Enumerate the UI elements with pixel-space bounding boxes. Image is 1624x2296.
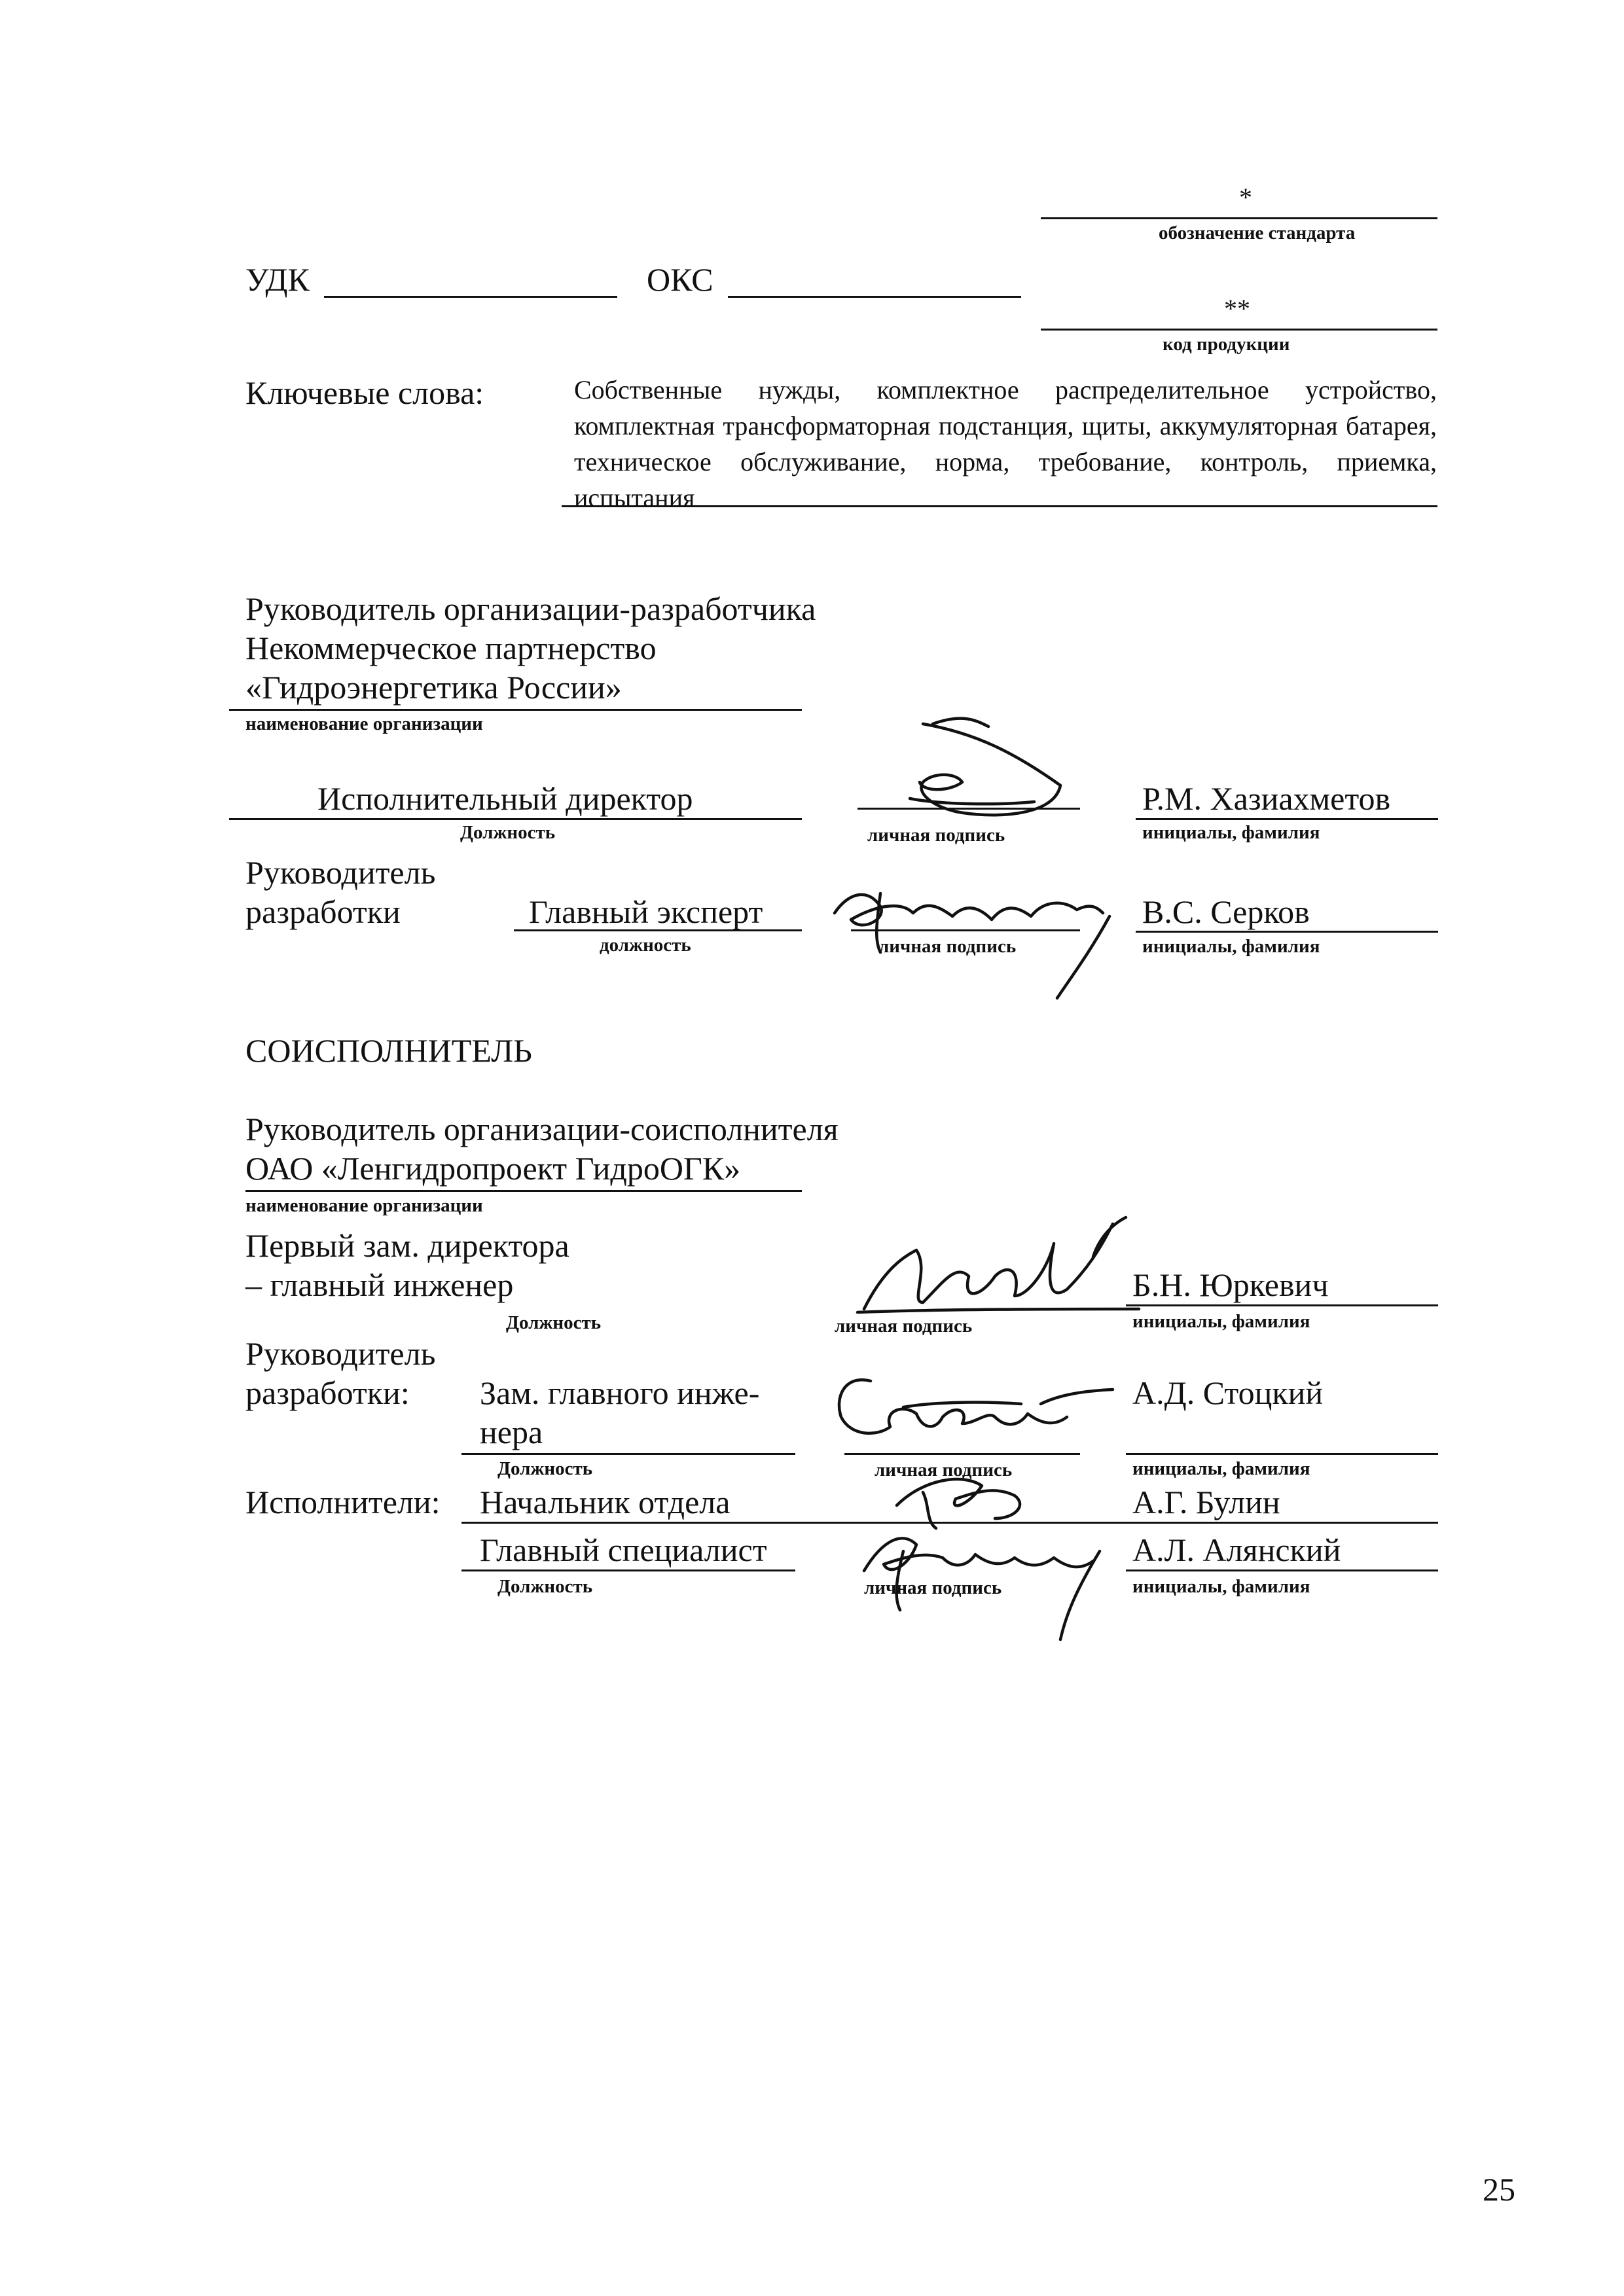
developer-lead-label-2: разработки [245, 893, 401, 930]
coexecutor-position2-line [461, 1453, 795, 1455]
page-number: 25 [1483, 2171, 1515, 2208]
executor2-name-caption: инициалы, фамилия [1132, 1576, 1310, 1597]
developer-name1: Р.М. Хазиахметов [1142, 780, 1391, 817]
executors-label: Исполнители: [245, 1484, 441, 1520]
developer-lead-label-1: Руководитель [245, 854, 436, 891]
coexecutor-lead-label-2: разработки: [245, 1374, 410, 1411]
developer-org-caption: наименование организации [245, 713, 483, 734]
standard-designation-star: * [1239, 183, 1252, 212]
standard-designation-caption: обозначение стандарта [1159, 223, 1356, 243]
executor2-position-caption: Должность [497, 1576, 593, 1597]
coexecutor-org-name: ОАО «Ленгидропроект ГидроОГК» [245, 1150, 741, 1187]
coexecutor-lead-label-1: Руководитель [245, 1335, 436, 1372]
developer-head-label: Руководитель организации-разработчика [245, 590, 816, 627]
coexecutor-name2: А.Д. Стоцкий [1132, 1374, 1324, 1411]
developer-position1-caption: Должность [460, 822, 556, 843]
developer-signature2-caption: личная подпись [878, 936, 1017, 957]
developer-position2-line [514, 929, 802, 931]
coexecutor-position1-caption: Должность [506, 1312, 602, 1333]
signature-yurkevich [851, 1211, 1165, 1322]
developer-org-underline [229, 709, 802, 711]
developer-position1: Исполнительный директор [317, 780, 693, 817]
coexecutor-position2-line2: нера [480, 1414, 543, 1450]
coexecutor-org-underline [245, 1190, 802, 1192]
signature-stotsky [825, 1365, 1119, 1456]
developer-signature1-line [857, 808, 1080, 810]
standard-designation-line [1041, 217, 1437, 219]
keywords-label: Ключевые слова: [245, 374, 484, 411]
executor2-position: Главный специалист [480, 1532, 767, 1568]
executor2-position-line [461, 1570, 795, 1571]
coexecutor-head-label: Руководитель организации-соисполнителя [245, 1111, 839, 1147]
executor1-name: А.Г. Булин [1132, 1484, 1280, 1520]
executor2-signature-caption: личная подпись [864, 1577, 1002, 1598]
coexecutor-name1: Б.Н. Юркевич [1132, 1266, 1329, 1303]
developer-org-line2: «Гидроэнергетика России» [245, 669, 622, 706]
udk-label: УДК [245, 261, 310, 298]
developer-name1-line [1136, 818, 1438, 820]
developer-name1-caption: инициалы, фамилия [1142, 822, 1320, 843]
oks-field-line [728, 296, 1021, 298]
developer-position2-caption: должность [600, 935, 691, 956]
developer-signature2-line [851, 929, 1080, 931]
product-code-stars: ** [1224, 294, 1250, 323]
developer-position2: Главный эксперт [529, 893, 763, 930]
coexecutor-org-caption: наименование организации [245, 1195, 483, 1216]
coexecutor-signature2-caption: личная подпись [875, 1460, 1013, 1480]
executor2-name-line [1126, 1570, 1438, 1571]
developer-position1-line [229, 818, 802, 820]
coexecutor-name1-line [1126, 1304, 1438, 1306]
coexecutor-signature1-caption: личная подпись [835, 1316, 973, 1336]
developer-name2-caption: инициалы, фамилия [1142, 936, 1320, 957]
coexecutor-position1-line1: Первый зам. директора [245, 1227, 569, 1264]
product-code-caption: код продукции [1163, 334, 1290, 355]
coexecutor-name2-caption: инициалы, фамилия [1132, 1458, 1310, 1479]
keywords-underline [562, 505, 1437, 507]
coexecutor-position2-line1: Зам. главного инже- [480, 1374, 760, 1411]
udk-field-line [324, 296, 617, 298]
signature-khaziakhmetov [857, 707, 1080, 818]
coexecutor-position2-caption: Должность [497, 1458, 593, 1479]
developer-name2: В.С. Серков [1142, 893, 1310, 930]
coexecutor-position1-line2: – главный инженер [245, 1266, 514, 1303]
coexecutor-name2-line [1126, 1453, 1438, 1455]
keywords-text: Собственные нужды, комплектное распределительное устройство, комплектная трансформаторная подстанция, щиты, аккумуляторная батарея, техническое обслуживание, норма, требование, контроль, приемка, испытания [574, 375, 1437, 512]
coexecutor-signature2-line [844, 1453, 1080, 1455]
executor1-position: Начальник отдела [480, 1484, 731, 1520]
oks-label: ОКС [647, 261, 713, 298]
executor2-name: А.Л. Алянский [1132, 1532, 1341, 1568]
developer-name2-line [1136, 931, 1438, 933]
product-code-line [1041, 329, 1437, 331]
coexecutor-heading: СОИСПОЛНИТЕЛЬ [245, 1032, 532, 1069]
coexecutor-name1-caption: инициалы, фамилия [1132, 1311, 1310, 1332]
developer-signature1-caption: личная подпись [867, 825, 1005, 846]
developer-org-line1: Некоммерческое партнерство [245, 630, 657, 666]
